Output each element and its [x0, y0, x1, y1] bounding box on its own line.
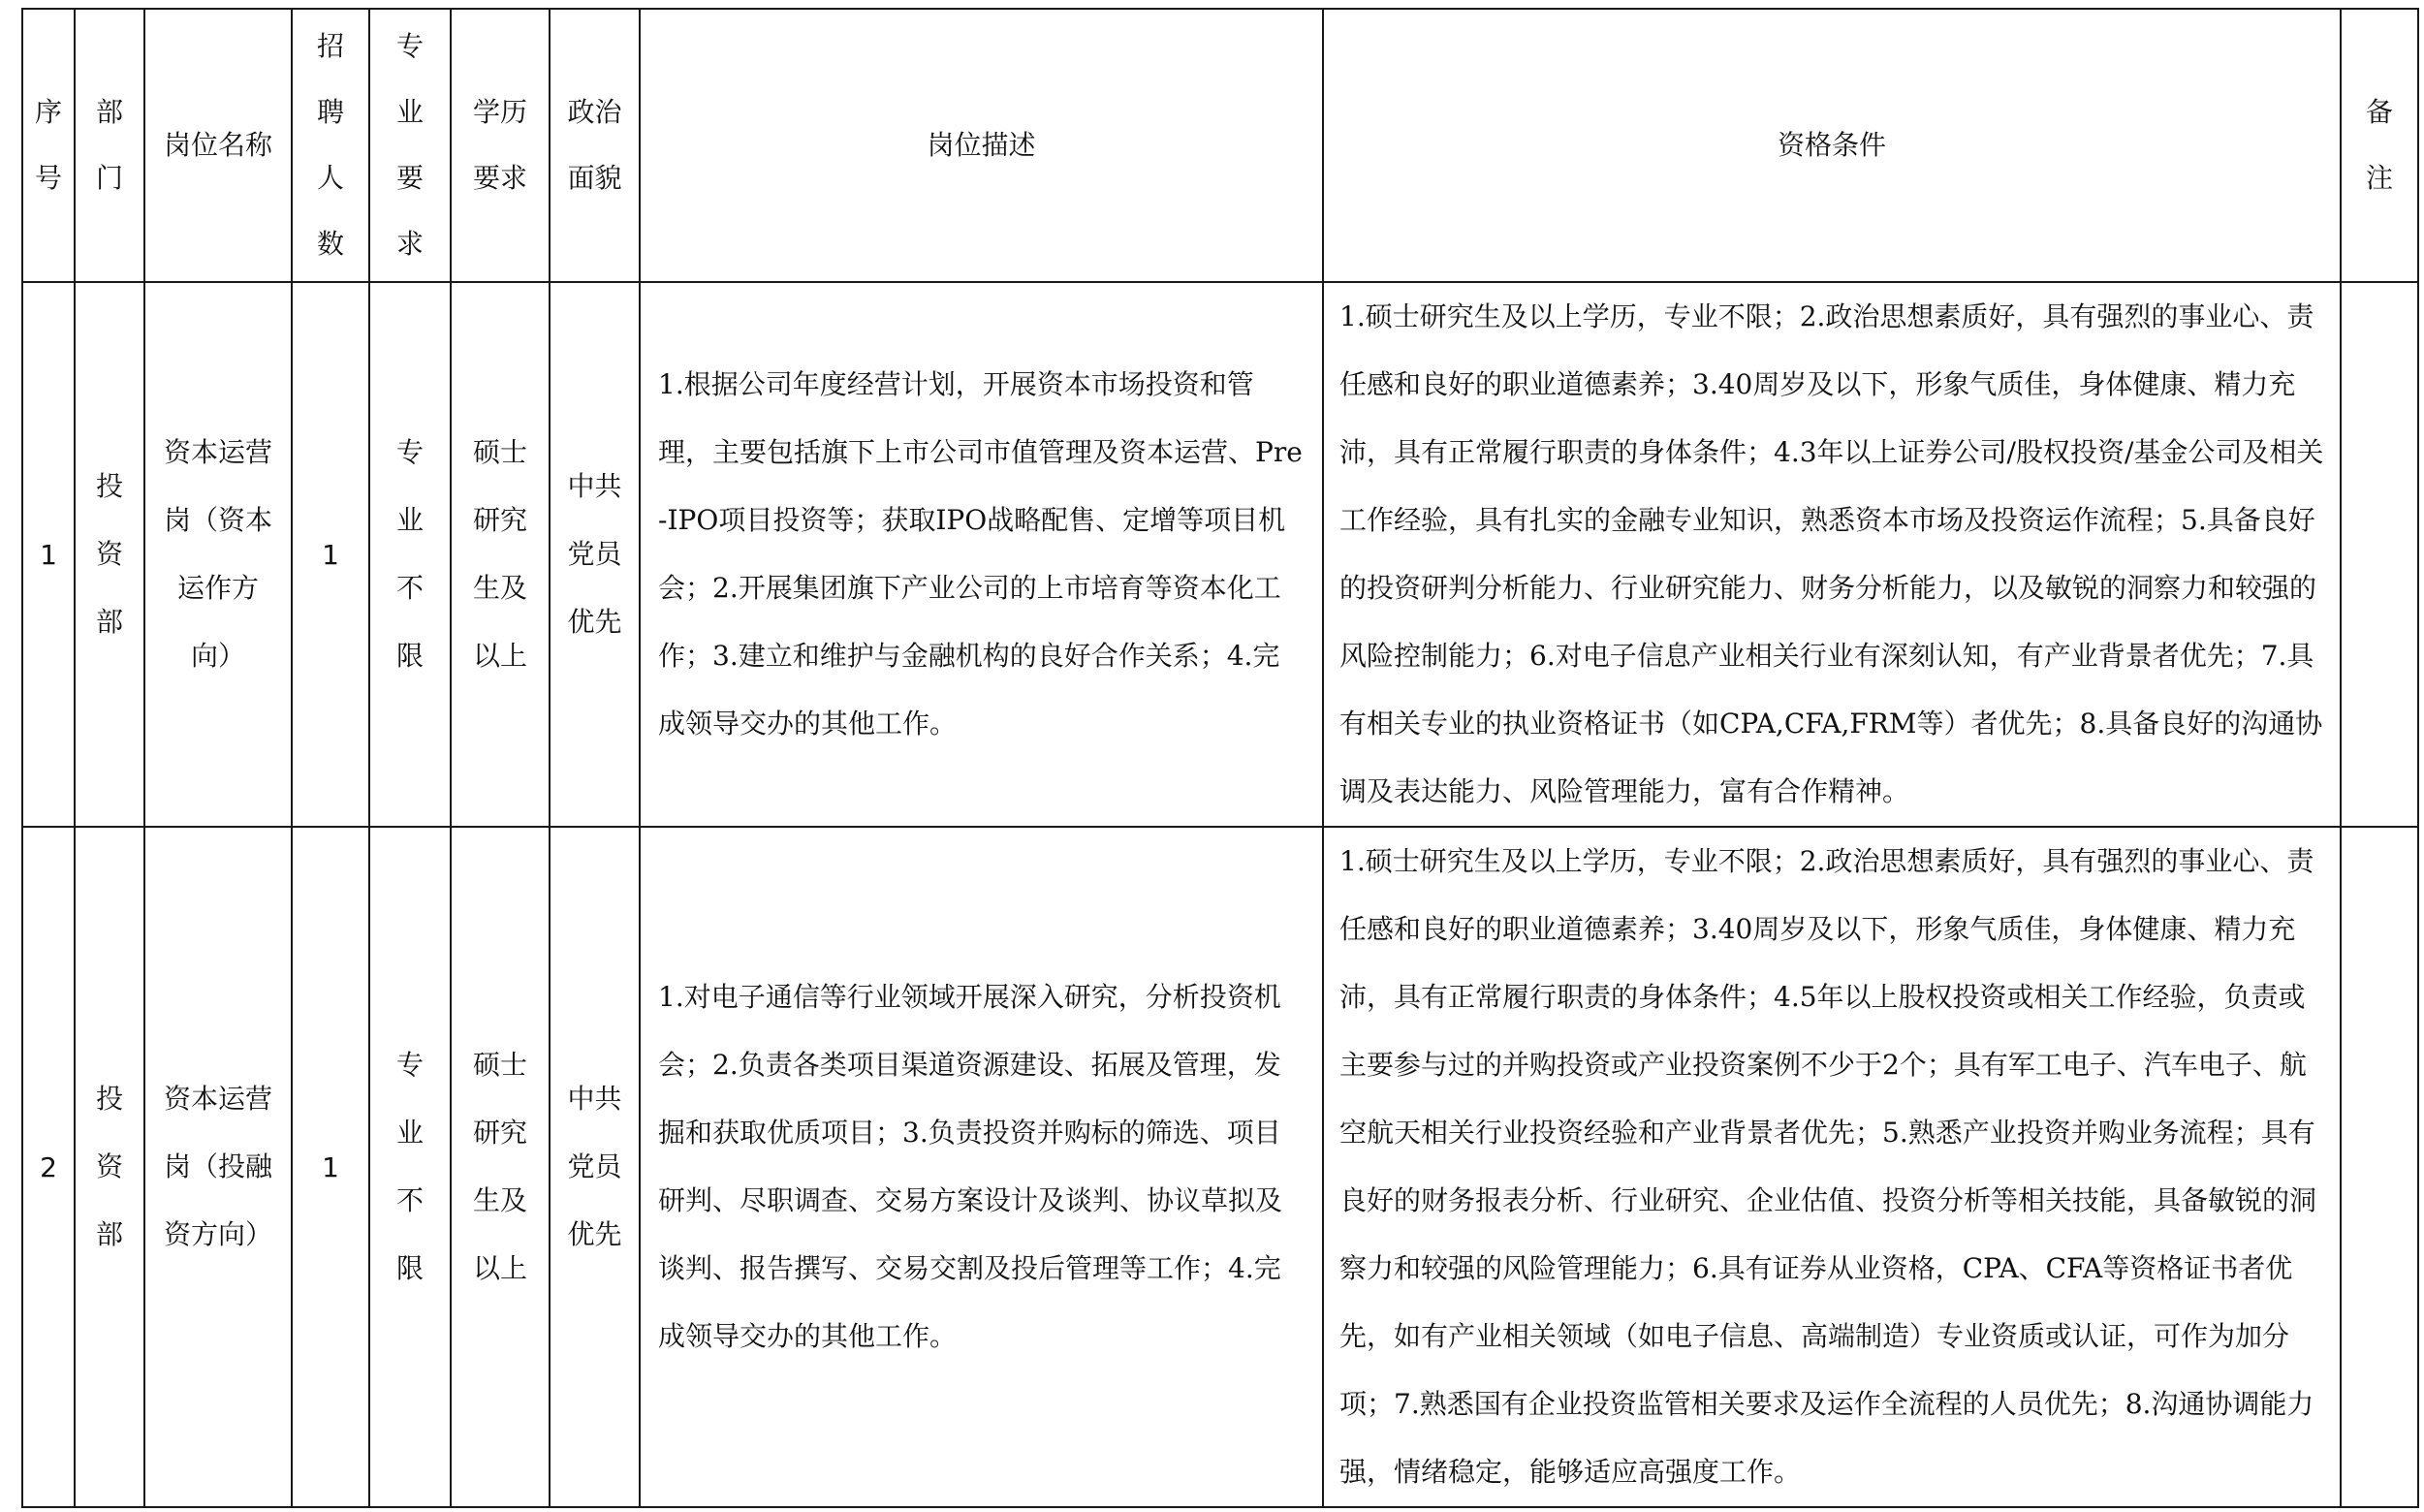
cell-qualification: 1.硕士研究生及以上学历，专业不限；2.政治思想素质好，具有强烈的事业心、责任感和良好的职业道德素养；3.40周岁及以下，形象气质佳，身体健康、精力充沛，具有正常履行职责的身体条件；4.5年以上股权投资或相关工作经验，负责或主要参与过的并购投资或产业投资案例不少于2个；具有军工电子、汽车电子、航空航天相关行业投资经验和产业背景者优先；5.熟悉产业投资并购业务流程；具有良好的财务报表分析、行业研究、企业估值、投资分析等相关技能，具备敏锐的洞察力和较强的风险管理能力；6.具有证券从业资格，CPA、CFA等资格证书者优先，如有产业相关领域（如电子信息、高端制造）专业资质或认证，可作为加分项；7.熟悉国有企业投资监管相关要求及运作全流程的人员优先；8.沟通协调能力强，情绪稳定，能够适应高强度工作。 — [1323, 827, 2341, 1507]
header-qualification: 资格条件 — [1323, 9, 2341, 282]
header-education: 学历要求 — [451, 9, 550, 282]
table-row — [22, 282, 2418, 827]
header-remark: 备注 — [2341, 9, 2418, 282]
cell-seq: 2 — [22, 827, 75, 1507]
header-dept: 部门 — [75, 9, 144, 282]
header-description: 岗位描述 — [640, 9, 1323, 282]
header-political: 政治面貌 — [550, 9, 640, 282]
cell-headcount: 1 — [292, 827, 369, 1507]
recruitment-table — [21, 8, 2419, 1508]
cell-headcount: 1 — [292, 282, 369, 827]
cell-seq: 1 — [22, 282, 75, 827]
header-row — [22, 9, 2418, 282]
cell-position: 资本运营岗（投融资方向） — [144, 827, 292, 1507]
cell-description: 1.对电子通信等行业领域开展深入研究，分析投资机会；2.负责各类项目渠道资源建设、拓展及管理，发掘和获取优质项目；3.负责投资并购标的筛选、项目研判、尽职调查、交易方案设计及谈判、协议草拟及谈判、报告撰写、交易交割及投后管理等工作；4.完成领导交办的其他工作。 — [640, 827, 1323, 1507]
table-row — [22, 827, 2418, 1507]
cell-education: 硕士研究生及以上 — [451, 827, 550, 1507]
cell-description: 1.根据公司年度经营计划，开展资本市场投资和管理，主要包括旗下上市公司市值管理及资本运营、Pre-IPO项目投资等；获取IPO战略配售、定增等项目机会；2.开展集团旗下产业公司的上市培育等资本化工作；3.建立和维护与金融机构的良好合作关系；4.完成领导交办的其他工作。 — [640, 282, 1323, 827]
cell-education: 硕士研究生及以上 — [451, 282, 550, 827]
header-position: 岗位名称 — [144, 9, 292, 282]
cell-remark — [2341, 827, 2418, 1507]
cell-major: 专业不限 — [369, 827, 451, 1507]
cell-political: 中共党员优先 — [550, 282, 640, 827]
header-headcount: 招聘人数 — [292, 9, 369, 282]
cell-qualification: 1.硕士研究生及以上学历，专业不限；2.政治思想素质好，具有强烈的事业心、责任感和良好的职业道德素养；3.40周岁及以下，形象气质佳，身体健康、精力充沛，具有正常履行职责的身体条件；4.3年以上证券公司/股权投资/基金公司及相关工作经验，具有扎实的金融专业知识，熟悉资本市场及投资运作流程；5.具备良好的投资研判分析能力、行业研究能力、财务分析能力，以及敏锐的洞察力和较强的风险控制能力；6.对电子信息产业相关行业有深刻认知，有产业背景者优先；7.具有相关专业的执业资格证书（如CPA,CFA,FRM等）者优先；8.具备良好的沟通协调及表达能力、风险管理能力，富有合作精神。 — [1323, 282, 2341, 827]
cell-remark — [2341, 282, 2418, 827]
cell-position: 资本运营岗（资本运作方向） — [144, 282, 292, 827]
cell-dept: 投资部 — [75, 827, 144, 1507]
cell-dept: 投资部 — [75, 282, 144, 827]
header-major: 专业要求 — [369, 9, 451, 282]
header-seq: 序号 — [22, 9, 75, 282]
cell-political: 中共党员优先 — [550, 827, 640, 1507]
cell-major: 专业不限 — [369, 282, 451, 827]
